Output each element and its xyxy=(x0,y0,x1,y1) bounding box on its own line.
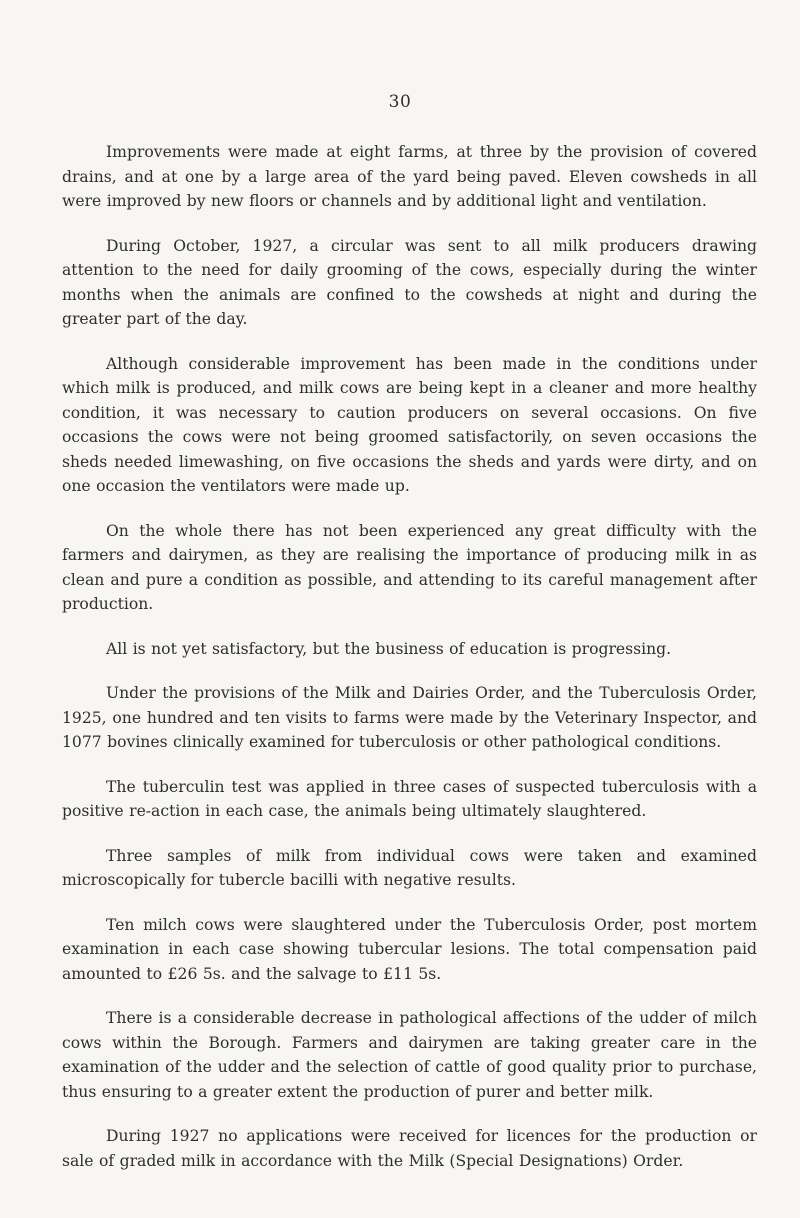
paragraph-veterinary-inspections: Under the provisions of the Milk and Dairies Order, and the Tuberculosis Order, 1925, one hundred and ten visits to farms were made by the Veterinary Inspector, and 1077 bovines clinically examined for tuberculosis or other pathological conditions. xyxy=(62,684,757,751)
paragraph-graded-milk-licences: During 1927 no applications were received for licences for the production or sale of graded milk in accordance with the Milk (Special Designations) Order. xyxy=(62,1127,757,1170)
paragraph-tuberculin-test: The tuberculin test was applied in three cases of suspected tuberculosis with a positive re-action in each case, the animals being ultimately slaughtered. xyxy=(62,777,757,820)
page-number: 30 xyxy=(388,92,412,112)
paragraph-slaughtered-cows: Ten milch cows were slaughtered under the Tuberculosis Order, post mortem examination in each case showing tubercular lesions. The total compensation paid amounted to £26 5s. and the salvage to £11 5s. xyxy=(62,915,757,983)
paragraph-grooming-circular: During October, 1927, a circular was sent to all milk producers drawing attention to the need for daily grooming of the cows, especially during the winter months when the animals are confined to the cowsheds at night and during the greater part of the day. xyxy=(62,236,757,328)
paragraph-education-progress: All is not yet satisfactory, but the business of education is progressing. xyxy=(106,639,672,658)
body-text xyxy=(62,140,757,1193)
paragraph-udder-affections: There is a considerable decrease in pathological affections of the udder of milch cows within the Borough. Farmers and dairymen are taking greater care in the examination of the udder and the selection of cattle of good quality prior to purchase, thus ensuring to a greater extent the production of purer and better milk. xyxy=(62,1009,757,1101)
paragraph-milk-samples: Three samples of milk from individual cows were taken and examined microscopically for tubercle bacilli with negative results. xyxy=(62,846,757,889)
paragraph-farm-improvements: Improvements were made at eight farms, at three by the provision of covered drains, and at one by a large area of the yard being paved. Eleven cowsheds in all were improved by new floors or channels and by additional light and ventilation. xyxy=(62,143,757,210)
paragraph-farmer-cooperation: On the whole there has not been experienced any great difficulty with the farmers and dairymen, as they are realising the importance of producing milk in as clean and pure a condition as possible, and attending to its careful management after production. xyxy=(62,521,757,613)
paragraph-producer-cautions: Although considerable improvement has been made in the conditions under which milk is produced, and milk cows are being kept in a cleaner and more healthy condition, it was necessary to caution producers on several occasions. On five occasions the cows were not being groomed satisfactorily, on seven occasions the sheds needed limewashing, on five occasions the sheds and yards were dirty, and on one occasion the ventilators were made up. xyxy=(62,354,757,495)
